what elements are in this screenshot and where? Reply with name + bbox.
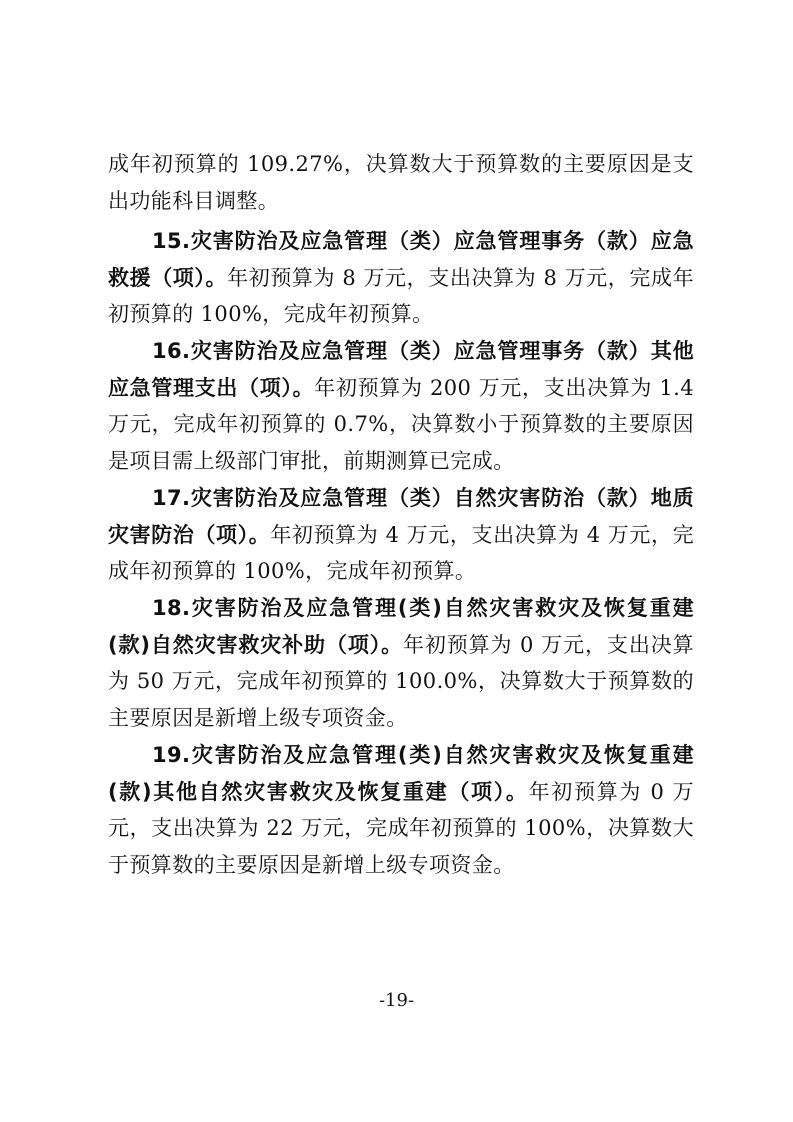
paragraph-item-19 bbox=[108, 737, 694, 883]
paragraph-text: 年初预算为 200 万元，支出决算为 1.4 万元，完成年初预算的 0.7%，决算数小于预算数的主要原因是项目需上级部门审批，前期测算已完成。 bbox=[108, 375, 694, 473]
paragraph-text: 成年初预算的 109.27%，决算数大于预算数的主要原因是支出功能科目调整。 bbox=[108, 152, 694, 213]
paragraph-heading: 19.灾害防治及应急管理(类)自然灾害救灾及恢复重建(款)其他自然灾害救灾及恢复重建（项）。 bbox=[108, 743, 694, 804]
paragraph-heading: 16.灾害防治及应急管理（类）应急管理事务（款）其他应急管理支出（项）。 bbox=[108, 339, 694, 400]
paragraph-text: 年初预算为 0 万元，支出决算为 22 万元，完成年初预算的 100%，决算数大于预算数的主要原因是新增上级专项资金。 bbox=[108, 779, 694, 877]
paragraph-heading: 18.灾害防治及应急管理(类)自然灾害救灾及恢复重建(款)自然灾害救灾补助（项）。 bbox=[108, 596, 694, 657]
paragraph-text: 年初预算为 8 万元，支出决算为 8 万元，完成年初预算的 100%，完成年初预算。 bbox=[108, 265, 695, 326]
paragraph-item-15 bbox=[108, 223, 694, 333]
paragraph-item-18 bbox=[108, 590, 694, 736]
paragraph-text: 年初预算为 0 万元，支出决算为 50 万元，完成年初预算的 100.0%，决算数大于预算数的主要原因是新增上级专项资金。 bbox=[108, 632, 694, 730]
paragraph-item-16 bbox=[108, 333, 694, 479]
paragraph-text: 年初预算为 4 万元，支出决算为 4 万元，完成年初预算的 100%，完成年初预算。 bbox=[108, 522, 695, 583]
paragraph-item-17 bbox=[108, 480, 694, 590]
paragraph-continuation bbox=[108, 146, 694, 219]
paragraph-heading: 17.灾害防治及应急管理（类）自然灾害防治（款）地质灾害防治（项）。 bbox=[108, 486, 694, 547]
page-number: -19- bbox=[378, 990, 415, 1011]
paragraph-heading: 15.灾害防治及应急管理（类）应急管理事务（款）应急救援（项）。 bbox=[108, 229, 694, 290]
